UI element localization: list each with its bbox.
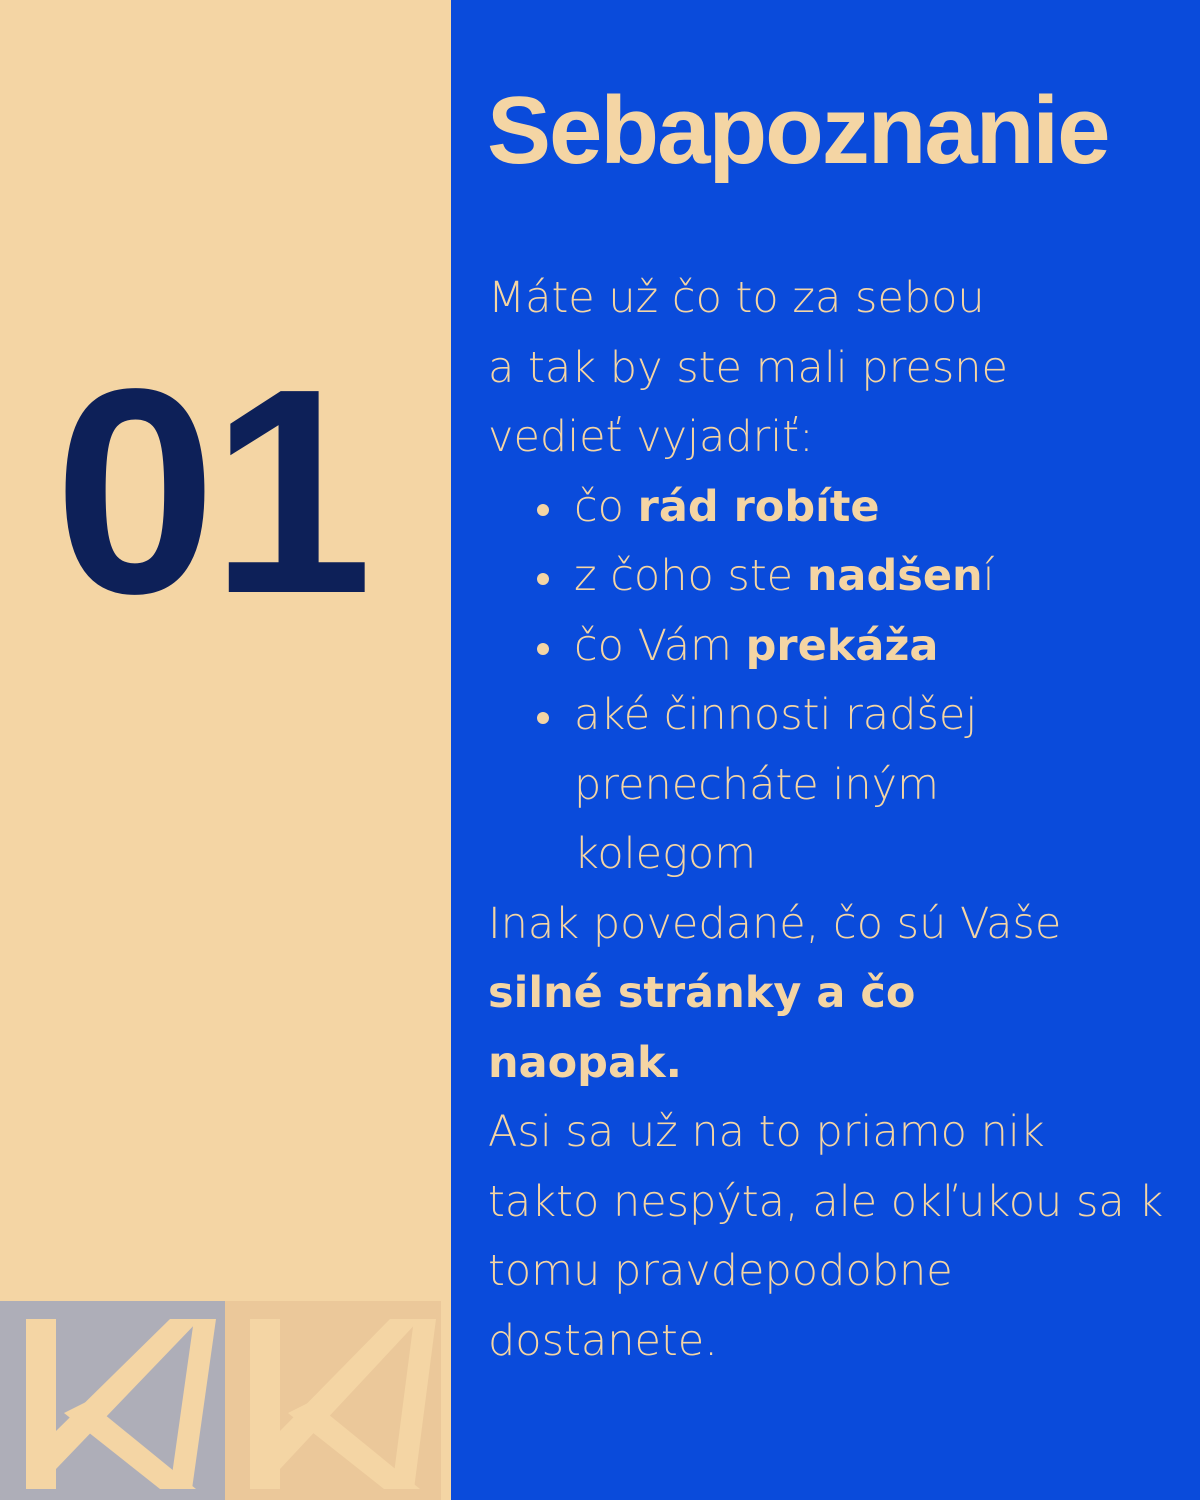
list-item: aké činnosti radšej prenecháte iným kolegom — [574, 681, 1014, 890]
body-text — [488, 264, 1178, 1376]
summary-emphasis: silné stránky a čo naopak. — [488, 968, 916, 1088]
list-item: čo rád robíte — [574, 473, 1178, 543]
page-title: Sebapoznanie — [487, 77, 1109, 184]
left-panel — [0, 0, 451, 1500]
bullet-list — [488, 473, 1178, 890]
summary-paragraph — [488, 890, 1158, 1099]
ki-logo-icon — [0, 1301, 441, 1500]
intro-line: a tak by ste mali presne — [488, 342, 1008, 393]
list-item: z čoho ste nadšení — [574, 542, 1178, 612]
list-item: čo Vám prekáža — [574, 612, 1178, 682]
summary-text: Inak povedané, čo sú Vaše — [488, 898, 1062, 949]
step-number: 01 — [54, 328, 367, 654]
intro-paragraph — [488, 264, 1178, 473]
intro-line: Máte už čo to za sebou — [488, 273, 985, 323]
intro-line: vedieť vyjadriť: — [488, 412, 814, 462]
closing-paragraph: Asi sa už na to priamo nik takto nespýta, ale okľukou sa k tomu pravdepodobne dostanete. — [488, 1107, 1164, 1366]
